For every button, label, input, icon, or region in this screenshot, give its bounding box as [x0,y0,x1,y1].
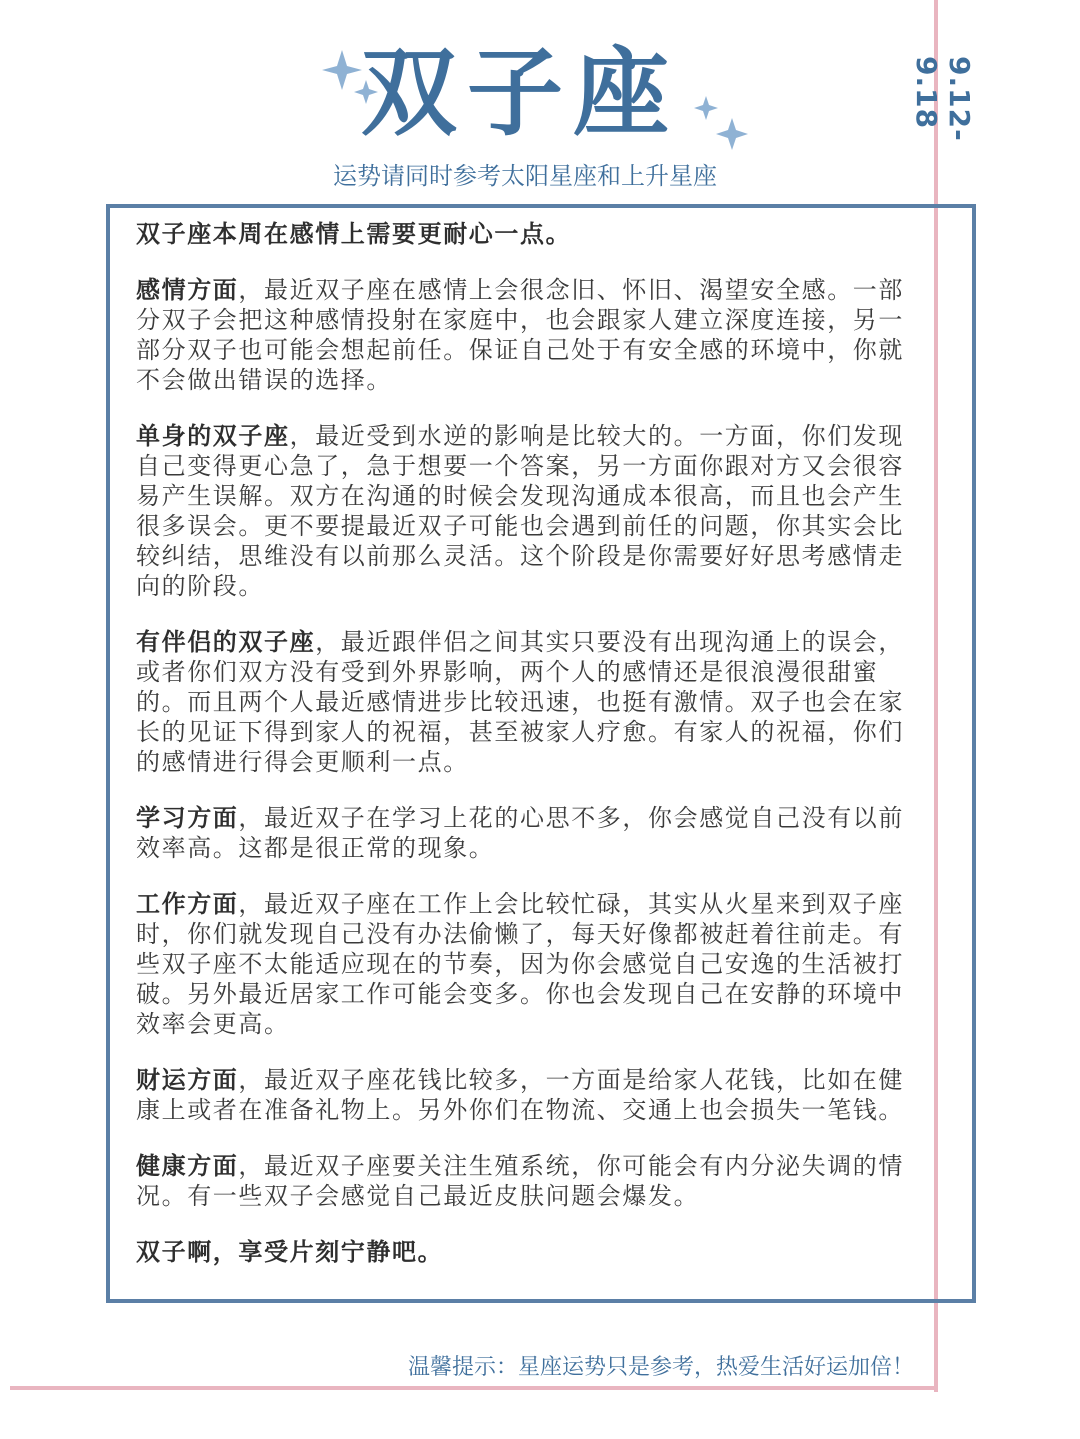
date-range: 9.12-9.18 [910,56,976,142]
paragraph-wealth: 财运方面，最近双子座花钱比较多，一方面是给家人花钱，比如在健康上或者在准备礼物上。另外你们在物流、交通上也会损失一笔钱。 [136,1066,905,1124]
paragraph-work: 工作方面，最近双子座在工作上会比较忙碌，其实从火星来到双子座时，你们就发现自己没有办法偷懒了，每天好像都被赶着往前走。有些双子座不太能适应现在的节奏，因为你会感觉自己安逸的生活被打破。另外最近居家工作可能会变多。你也会发现自己在安静的环境中效率会更高。 [136,890,905,1038]
paragraph-single: 单身的双子座，最近受到水逆的影响是比较大的。一方面，你们发现自己变得更心急了，急于想要一个答案，另一方面你跟对方又会很容易产生误解。双方在沟通的时候会发现沟通成本很高，而且也会产生很多误会。更不要提最近双子可能也会遇到前任的问题，你其实会比较纠结，思维没有以前那么灵活。这个阶段是你需要好好思考感情走向的阶段。 [136,422,905,600]
horoscope-content [136,219,916,1293]
paragraph-health: 健康方面，最近双子座要关注生殖系统，你可能会有内分泌失调的情况。有一些双子会感觉自己最近皮肤问题会爆发。 [136,1152,905,1210]
paragraph-partnered: 有伴侣的双子座，最近跟伴侣之间其实只要没有出现沟通上的误会，或者你们双方没有受到外界影响，两个人的感情还是很浪漫很甜蜜的。而且两个人最近感情进步比较迅速，也挺有激情。双子也会在家长的见证下得到家人的祝福，甚至被家人疗愈。有家人的祝福，你们的感情进行得会更顺利一点。 [136,628,905,776]
pink-horizontal-line [10,1386,938,1390]
footer-tip: 温馨提示：星座运势只是参考，热爱生活好运加倍！ [407,1355,914,1380]
paragraph-love: 感情方面，最近双子座在感情上会很念旧、怀旧、渴望安全感。一部分双子会把这种感情投射在家庭中，也会跟家人建立深度连接，另一部分双子也可能会想起前任。保证自己处于有安全感的环境中，你就不会做出错误的选择。 [136,276,905,394]
page-subtitle: 运势请同时参考太阳星座和上升星座 [333,162,717,190]
paragraph-study: 学习方面，最近双子在学习上花的心思不多，你会感觉自己没有以前效率高。这都是很正常的现象。 [136,804,905,862]
page-title: 双子座 [361,37,679,149]
closing-text: 双子啊，享受片刻宁静吧。 [136,1238,444,1266]
intro-text: 双子座本周在感情上需要更耐心一点。 [136,220,572,248]
